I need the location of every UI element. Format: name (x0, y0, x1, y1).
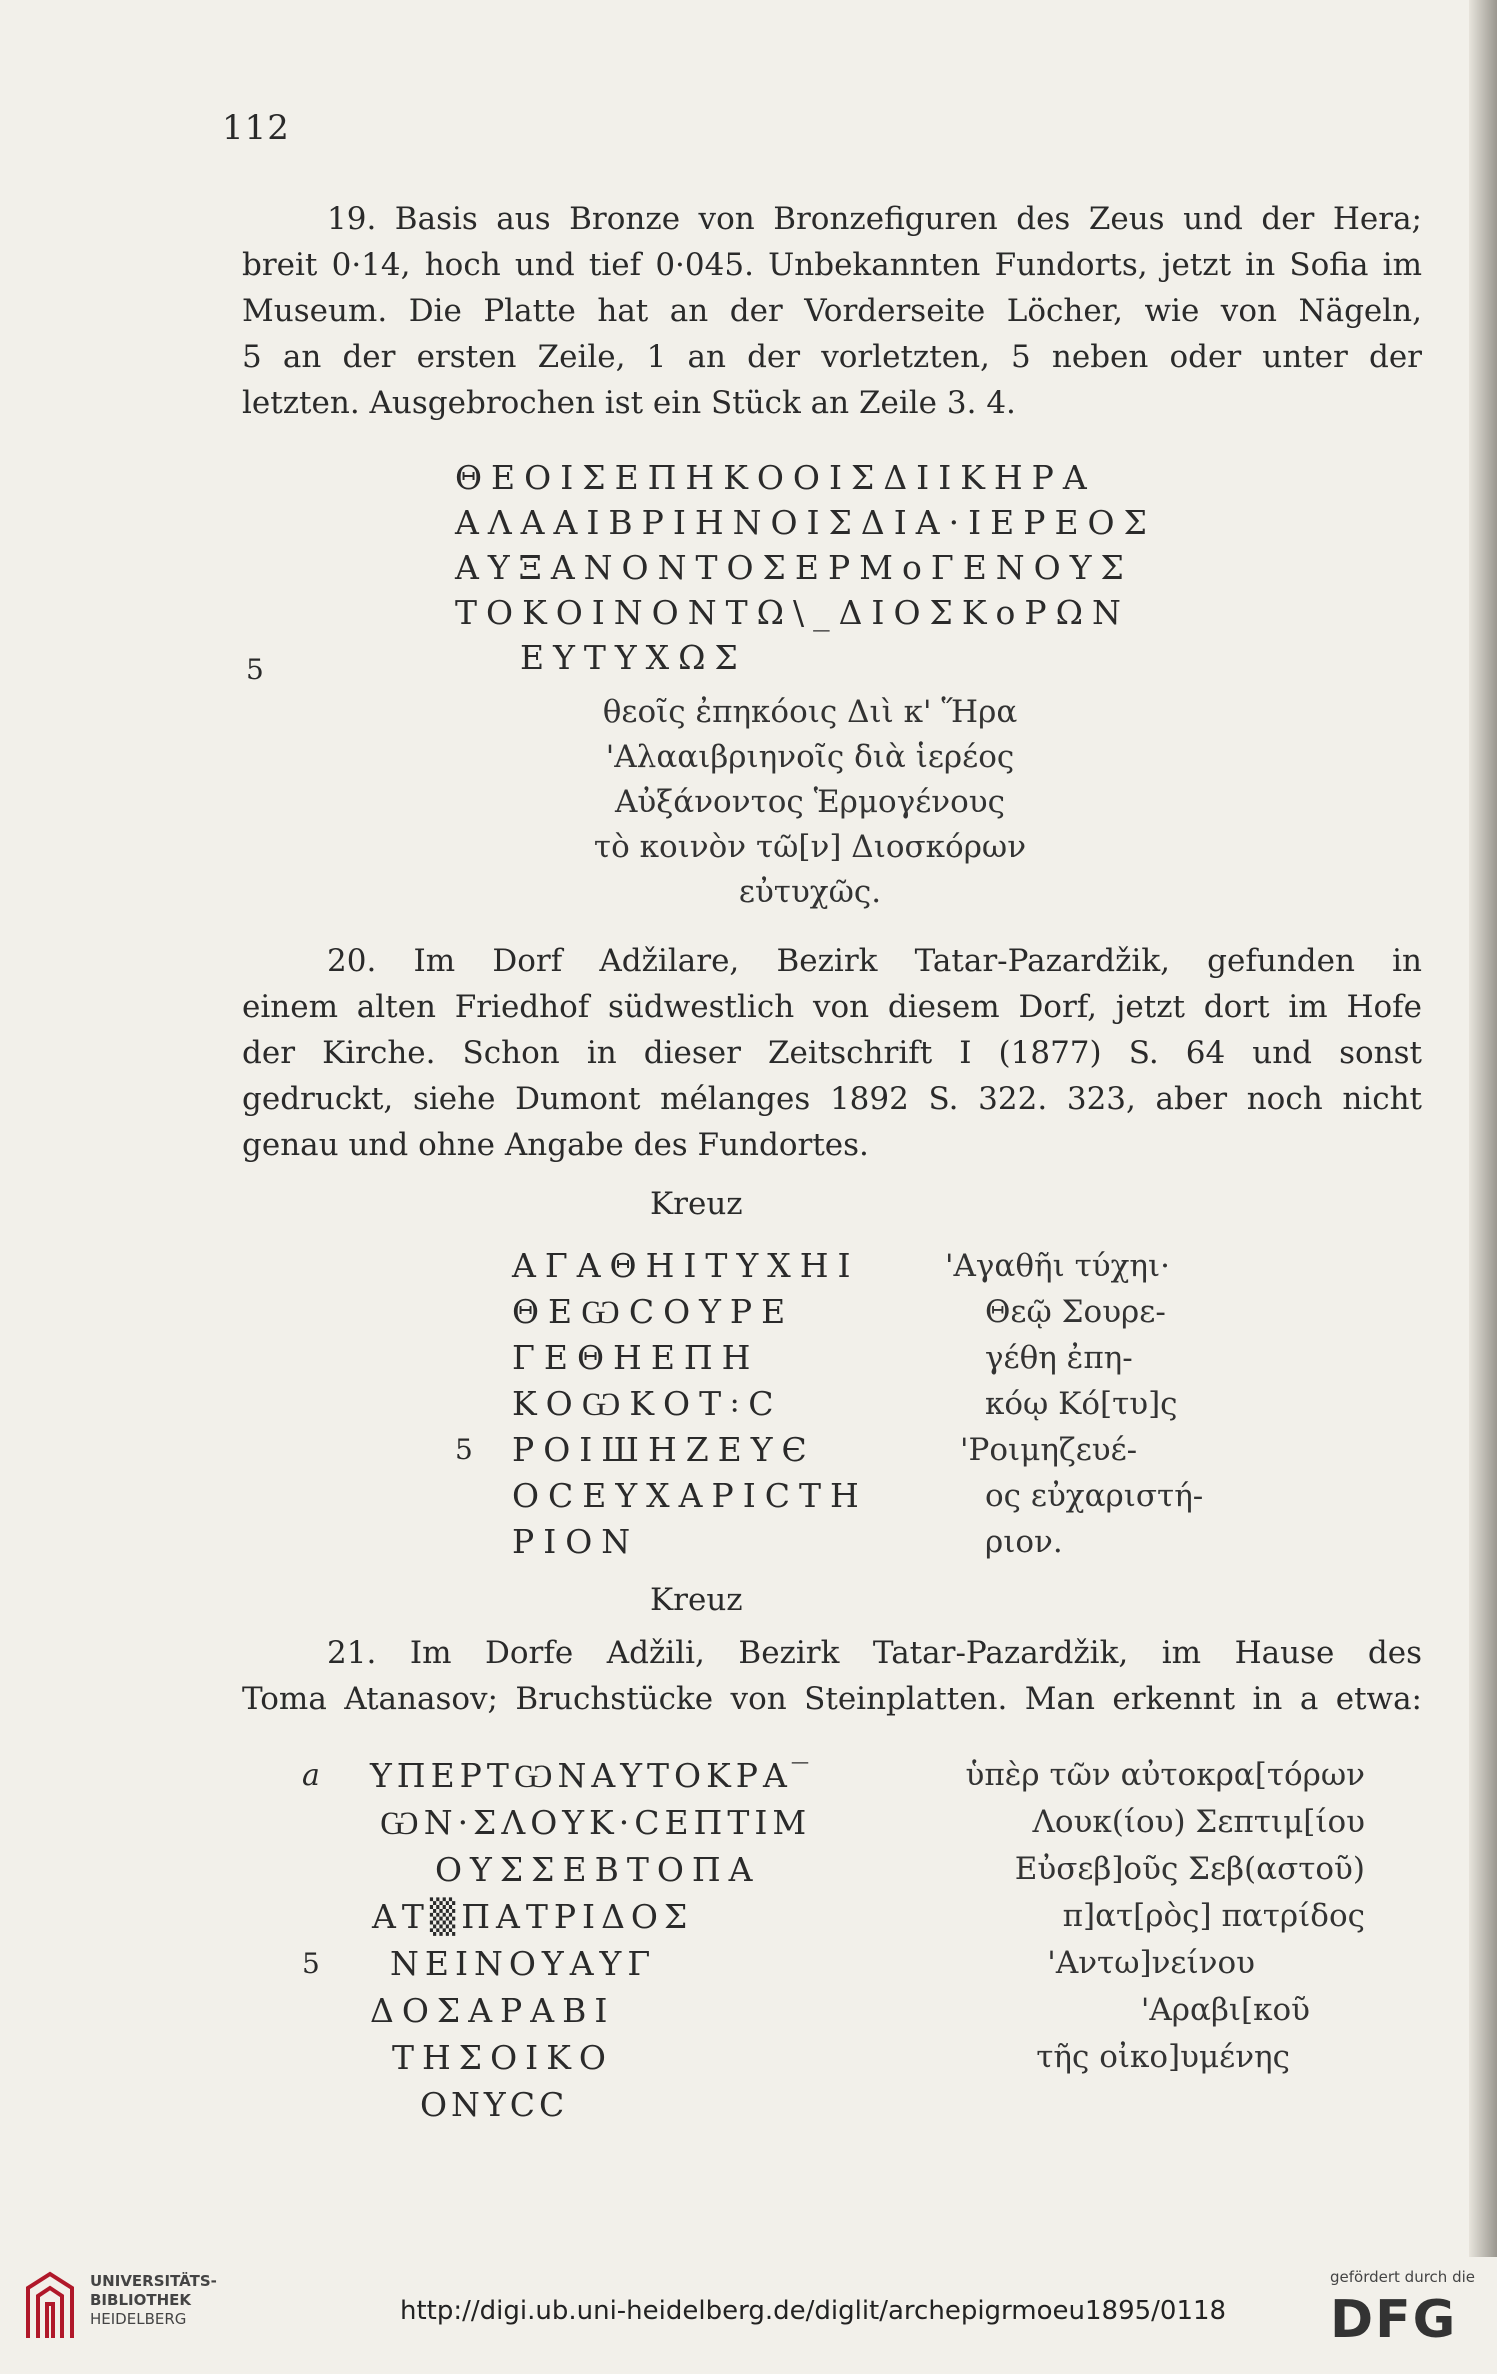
transcription-line: ὑπὲρ τῶν αὐτοκρα[τόρων (965, 1757, 1365, 1793)
line-number: 5 (302, 1947, 320, 1980)
inscription-line: ΕΥΤΥΧΩΣ (520, 638, 747, 677)
paragraph-line: gedruckt, siehe Dumont mélanges 1892 S. 322. 323, aber noch nicht (242, 1081, 1422, 1117)
library-name-line: HEIDELBERG (90, 2310, 187, 2328)
inscription-line: ΘΕΟΙΣΕΠΗΚΟΟΙΣΔΙΙΚΗΡΑ (455, 458, 1096, 497)
paragraph-line: breit 0·14, hoch und tief 0·045. Unbekannten Fundorts, jetzt in Sofia im (242, 247, 1422, 283)
inscription-line: ΟΥΣΣΕΒΤΟΠΑ (435, 1850, 761, 1889)
inscription-line: ΑΓΑΘΗΙΤΥΧΗΙ (512, 1246, 860, 1285)
transcription-line: εὐτυχῶς. (738, 874, 882, 910)
section-19-transcription (520, 690, 1100, 915)
section-20-text (242, 938, 1422, 1168)
inscription-line: ѠΝ·ΣΛΟΥΚ·ϹΕΠΤΙΜ (380, 1803, 812, 1842)
transcription-line: Λουκ(ίου) Σεπτιμ[ίου (1032, 1804, 1365, 1840)
inscription-line: ΡΙΟΝ (512, 1522, 640, 1561)
paragraph-line: 19. Basis aus Bronze von Bronzefiguren des Zeus und der Hera; (327, 201, 1422, 237)
line-number: 5 (455, 1433, 473, 1466)
transcription-line: 'Αλααιβριηνοῖς διὰ ἱερέος (605, 739, 1015, 775)
inscription-line: ΑΤ▒ΠΑΤΡΙΔΟΣ (372, 1897, 694, 1936)
inscription-line: ΥΠΕΡΤѠΝΑΥΤΟΚΡΑ‾ (370, 1756, 814, 1795)
transcription-line: ριον. (985, 1524, 1063, 1560)
transcription-line: π]ατ[ρὸς] πατρίδος (1062, 1898, 1365, 1934)
inscription-line: ΚΟѠΚΟΤ꞉Ϲ (512, 1384, 783, 1423)
transcription-line: Θεῷ Σουρε- (985, 1294, 1166, 1330)
section-20-inscription (512, 1243, 868, 1565)
transcription-line: κόῳ Κό[τυ]ς (985, 1386, 1178, 1422)
transcription-line: 'Ροιμηζευέ- (960, 1432, 1138, 1468)
caption-kreuz-bottom: Kreuz (650, 1582, 743, 1618)
transcription-line: Αὐξάνοντος Ἑρμογένους (614, 784, 1006, 820)
university-library-logo-icon (20, 2268, 80, 2348)
university-library-name (90, 2272, 217, 2329)
page-number: 112 (222, 108, 290, 148)
paragraph-line: 5 an der ersten Zeile, 1 an der vorletzten, 5 neben oder unter der (242, 339, 1422, 375)
paragraph-line: Toma Atanasov; Bruchstücke von Steinplatten. Man erkennt in a etwa: (242, 1681, 1422, 1717)
section-21-text (242, 1630, 1422, 1722)
inscription-line: ΑΛΑΑΙΒΡΙΗΝΟΙΣΔΙΑ·ΙΕΡΕΟΣ (455, 503, 1156, 542)
paragraph-line: genau und ohne Angabe des Fundortes. (242, 1127, 869, 1163)
inscription-line: ΤΟΚΟΙΝΟΝΤΩ\_ΔΙΟΣΚοΡΩΝ (455, 593, 1130, 632)
transcription-line: τῆς οἰκο]υμένης (1036, 2039, 1290, 2075)
section-21-transcription (905, 1752, 1365, 2081)
inscription-line: ΝΕΙΝΟΥΑΥΓ (390, 1944, 657, 1983)
paragraph-line: der Kirche. Schon in dieser Zeitschrift I (1877) S. 64 und sonst (242, 1035, 1422, 1071)
inscription-line: ΟΝΥϹϹ (420, 2085, 569, 2124)
section-20-transcription (945, 1243, 1203, 1565)
paragraph-line: 20. Im Dorf Adžilare, Bezirk Tatar-Pazardžik, gefunden in (327, 943, 1422, 979)
inscription-line: ΓΕΘΗΕΠΗ (512, 1338, 760, 1377)
library-name-line: BIBLIOTHEK (90, 2291, 191, 2309)
section-19-text (242, 196, 1422, 426)
line-number: 5 (246, 653, 264, 686)
transcription-line: Εὐσεβ]οῦς Σεβ(αστοῦ) (1014, 1851, 1365, 1887)
library-name-line: UNIVERSITÄTS- (90, 2272, 217, 2290)
transcription-line: γέθη ἐπη- (985, 1340, 1133, 1376)
inscription-line: ΘΕѠϹΟΥΡΕ (512, 1292, 795, 1331)
dfg-logo: DFG (1330, 2290, 1458, 2350)
paragraph-line: einem alten Friedhof südwestlich von diesem Dorf, jetzt dort im Hofe (242, 989, 1422, 1025)
inscription-line: ΟϹΕΥΧΑΡΙϹΤΗ (512, 1476, 868, 1515)
fragment-label-a: a (302, 1758, 320, 1793)
document-url-link[interactable]: http://digi.ub.uni-heidelberg.de/diglit/archepigrmoeu1895/0118 (400, 2296, 1227, 2326)
transcription-line: ος εὐχαριστή- (985, 1478, 1204, 1514)
transcription-line: 'Αραβι[κοῦ (1140, 1992, 1310, 2028)
inscription-line: ΔΟΣΑΡΑΒΙ (370, 1991, 616, 2030)
transcription-line: 'Αντω]νείνου (1047, 1945, 1255, 1981)
caption-kreuz-top: Kreuz (650, 1186, 743, 1222)
funded-by-text: gefördert durch die (1330, 2268, 1475, 2286)
inscription-line: ΤΗΣΟΙΚΟ (392, 2038, 614, 2077)
paragraph-line: 21. Im Dorfe Adžili, Bezirk Tatar-Pazardžik, im Hause des (327, 1635, 1422, 1671)
section-19-inscription (455, 455, 1156, 680)
scan-edge-shadow (1469, 0, 1497, 2374)
paragraph-line: letzten. Ausgebrochen ist ein Stück an Zeile 3. 4. (242, 385, 1016, 421)
paragraph-line: Museum. Die Platte hat an der Vorderseite Löcher, wie von Nägeln, (242, 293, 1422, 329)
section-21-inscription (370, 1752, 813, 2128)
transcription-line: θεοῖς ἐπηκόοις Διὶ κ' Ἥρα (602, 694, 1018, 730)
transcription-line: 'Αγαθῆι τύχηι· (945, 1248, 1170, 1284)
transcription-line: τὸ κοινὸν τῶ[ν] Διοσκόρων (593, 829, 1027, 865)
inscription-line: ΑΥΞΑΝΟΝΤΟΣΕΡΜοΓΕΝΟΥΣ (455, 548, 1133, 587)
inscription-line: ΡΟΙШΗΖΕΥЄ (512, 1430, 816, 1469)
